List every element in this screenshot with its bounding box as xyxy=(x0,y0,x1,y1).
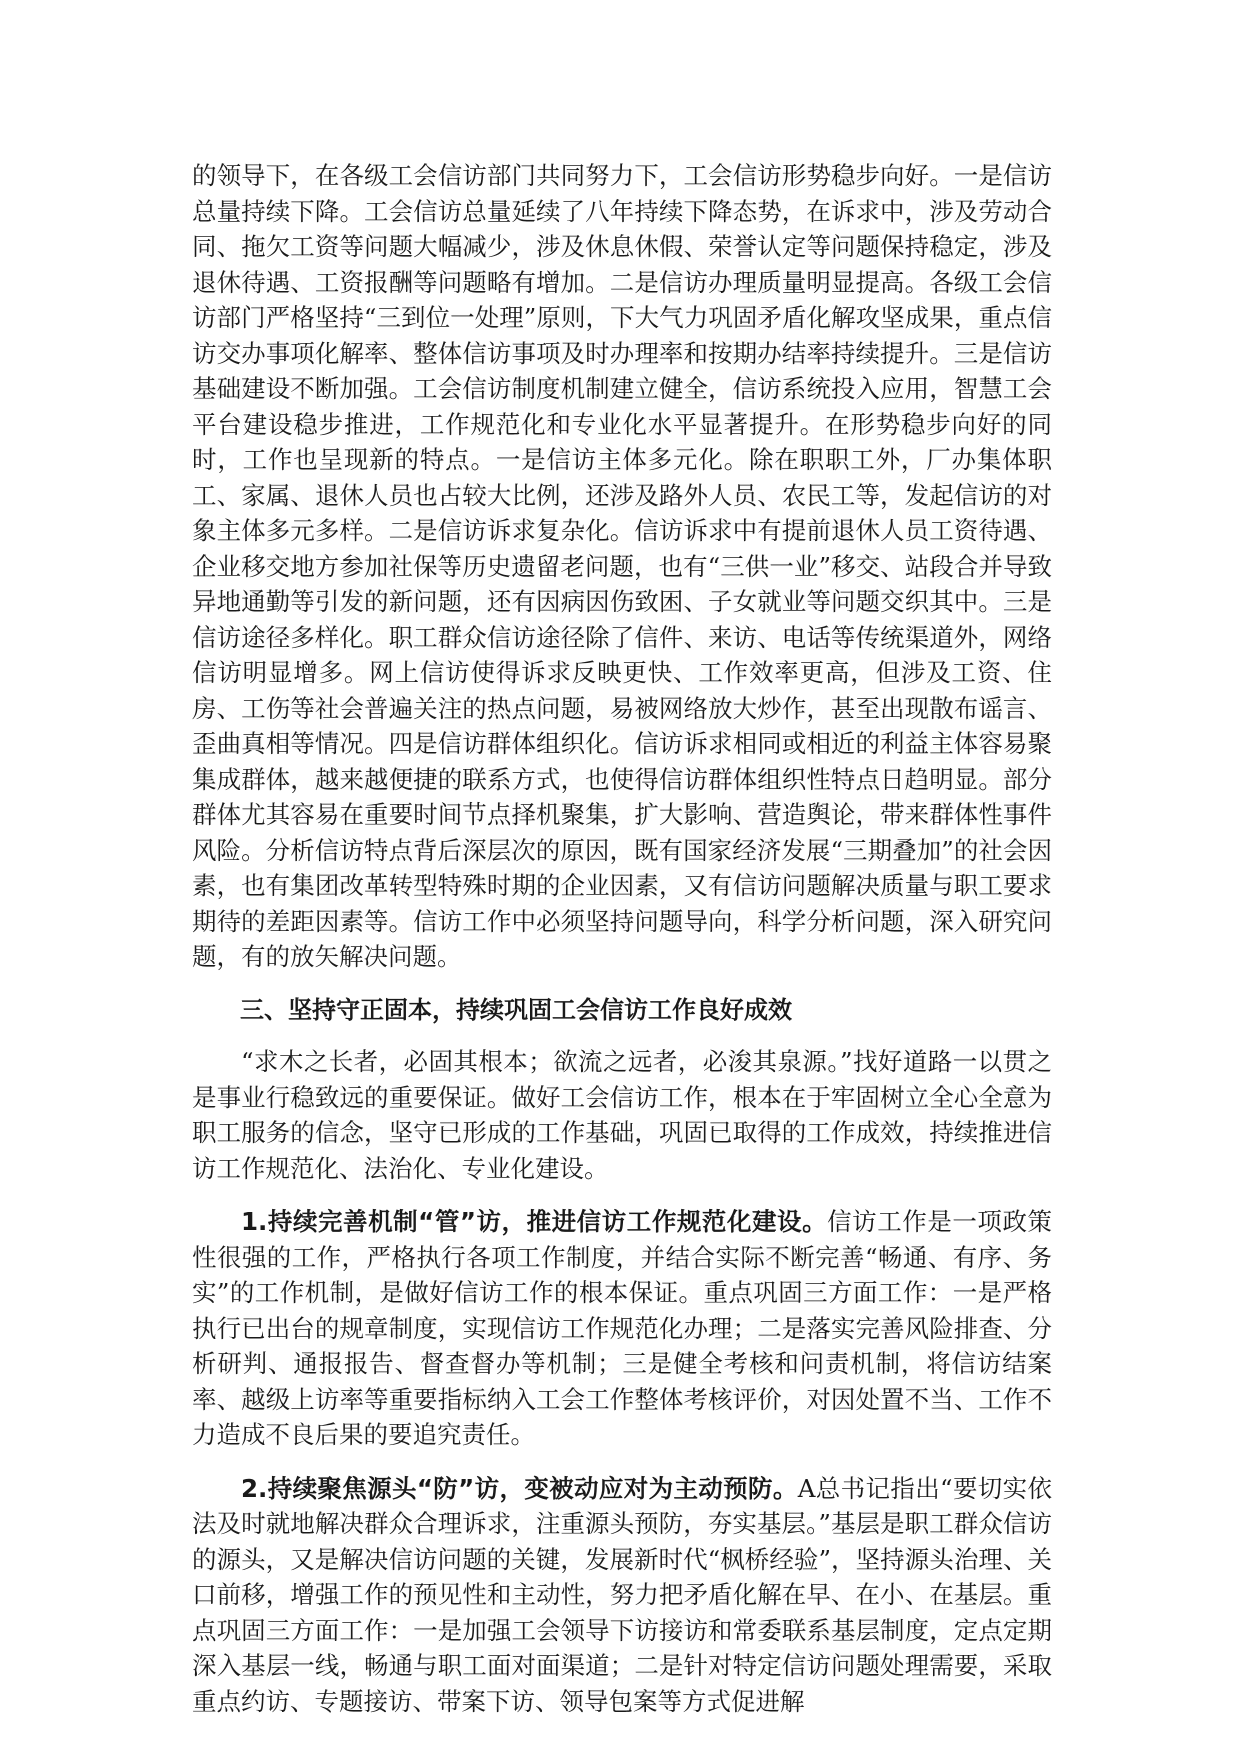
list-item-2 xyxy=(192,1471,1052,1720)
paragraph-intro: “求木之长者，必固其根本；欲流之远者，必浚其泉源。”找好道路一以贯之是事业行稳致远的重要保证。做好工会信访工作，根本在于牢固树立全心全意为职工服务的信念，坚守已形成的工作基础，巩固已取得的工作成效，持续推进信访工作规范化、法治化、专业化建设。 xyxy=(192,1047,1052,1183)
item-2-body: A总书记指出“要切实依法及时就地解决群众合理诉求，注重源头预防，夯实基层。”基层是职工群众信访的源头，又是解决信访问题的关键，发展新时代“枫桥经验”，坚持源头治理、关口前移，增强工作的预见性和主动性，努力把矛盾化解在早、在小、在基层。重点巩固三方面工作：一是加强工会领导下访接访和常委联系基层制度，定点定期深入基层一线，畅通与职工面对面渠道；二是针对特定信访问题处理需要，采取重点约访、专题接访、带案下访、领导包案等方式促进解 xyxy=(192,1473,1053,1716)
section-heading-3: 三、坚持守正固本，持续巩固工会信访工作良好成效 xyxy=(240,995,792,1024)
item-2-lead: 2.持续聚焦源头“防”访，变被动应对为主动预防。 xyxy=(241,1473,798,1503)
list-item-1 xyxy=(192,1204,1052,1453)
item-1-lead: 1.持续完善机制“管”访，推进信访工作规范化建设。 xyxy=(241,1207,828,1236)
document-page xyxy=(192,158,1052,1719)
paragraph-continued: 的领导下，在各级工会信访部门共同努力下，工会信访形势稳步向好。一是信访总量持续下降。工会信访总量延续了八年持续下降态势，在诉求中，涉及劳动合同、拖欠工资等问题大幅减少，涉及休息休假、荣誉认定等问题保持稳定，涉及退休待遇、工资报酬等问题略有增加。二是信访办理质量明显提高。各级工会信访部门严格坚持“三到位一处理”原则，下大气力巩固矛盾化解攻坚成果，重点信访交办事项化解率、整体信访事项及时办理率和按期办结率持续提升。三是信访基础建设不断加强。工会信访制度机制建立健全，信访系统投入应用，智慧工会平台建设稳步推进，工作规范化和专业化水平显著提升。在形势稳步向好的同时，工作也呈现新的特点。一是信访主体多元化。除在职职工外，厂办集体职工、家属、退休人员也占较大比例，还涉及路外人员、农民工等，发起信访的对象主体多元多样。二是信访诉求复杂化。信访诉求中有提前退休人员工资待遇、企业移交地方参加社保等历史遗留老问题，也有“三供一业”移交、站段合并导致异地通勤等引发的新问题，还有因病因伤致困、子女就业等问题交织其中。三是信访途径多样化。职工群众信访途径除了信件、来访、电话等传统渠道外，网络信访明显增多。网上信访使得诉求反映更快、工作效率更高，但涉及工资、住房、工伤等社会普遍关注的热点问题，易被网络放大炒作，甚至出现散布谣言、歪曲真相等情况。四是信访群体组织化。信访诉求相同或相近的利益主体容易聚集成群体，越来越便捷的联系方式，也使得信访群体组织性特点日趋明显。部分群体尤其容易在重要时间节点择机聚集，扩大影响、营造舆论，带来群体性事件风险。分析信访特点背后深层次的原因，既有国家经济发展“三期叠加”的社会因素，也有集团改革转型特殊时期的企业因素，又有信访问题解决质量与职工要求期待的差距因素等。信访工作中必须坚持问题导向，科学分析问题，深入研究问题，有的放矢解决问题。 xyxy=(192,161,1052,971)
item-1-body: 信访工作是一项政策性很强的工作，严格执行各项工作制度，并结合实际不断完善“畅通、有序、务实”的工作机制，是做好信访工作的根本保证。重点巩固三方面工作：一是严格执行已出台的规章制度，实现信访工作规范化办理；二是落实完善风险排查、分析研判、通报报告、督查督办等机制；三是健全考核和问责机制，将信访结案率、越级上访率等重要指标纳入工会工作整体考核评价，对因处置不当、工作不力造成不良后果的要追究责任。 xyxy=(192,1207,1052,1449)
